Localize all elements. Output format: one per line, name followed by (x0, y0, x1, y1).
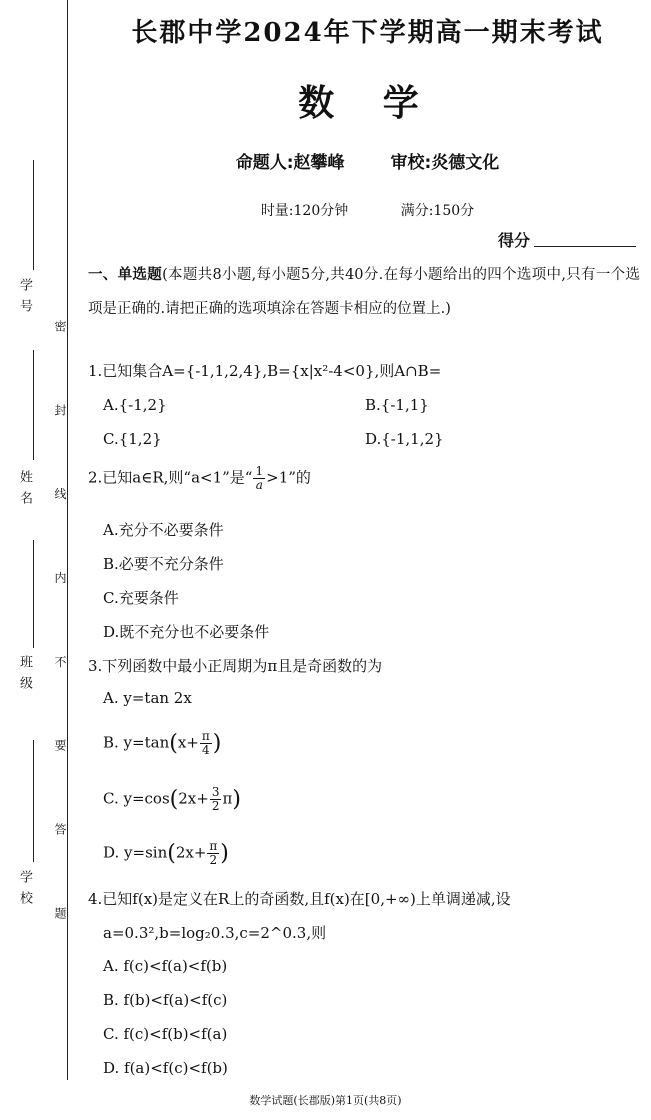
q1-option-a: A.{-1,2} (103, 396, 167, 414)
q3-option-d: D. y=sin(2x+ $\frac{\pi}{2}$ ) (103, 839, 229, 867)
q3-option-b: B. y=tan(x+ $\frac{\pi}{4}$ ) (103, 729, 222, 757)
q3-b-num: π (201, 729, 210, 743)
seal-warning: 密 封 线 内 不 要 答 题 (53, 320, 67, 953)
q2-option-b: B.必要不充分条件 (103, 555, 224, 573)
page-footer: 数学试题(长郡版)第1页(共8页) (249, 1094, 402, 1107)
q3-d-pre: D. y=sin (103, 843, 168, 862)
section-heading: 一、单选题 (88, 267, 163, 283)
q1-option-d: D.{-1,1,2} (365, 430, 444, 448)
q1-stem: 1.已知集合A={-1,1,2,4},B={x|x²-4<0},则A∩B= (88, 362, 442, 380)
q4-option-d: D. f(a)<f(c)<f(b) (103, 1059, 228, 1077)
q2-stem (88, 465, 311, 492)
school-label: 学 校 (17, 870, 32, 907)
q2-frac-den: a (255, 478, 263, 492)
q3-d-num: π (209, 839, 218, 853)
q3-option-a: A. y=tan 2x (103, 689, 192, 707)
q4-stem-line2: a=0.3²,b=log₂0.3,c=2^0.3,则 (103, 924, 327, 942)
q3-b-fraction (200, 730, 212, 757)
q2-stem-pre: 2.已知a∈R,则“a<1”是“ (88, 468, 253, 487)
school-blank (33, 740, 34, 862)
q4-option-c: C. f(c)<f(b)<f(a) (103, 1025, 228, 1043)
q3-c-post: π (222, 789, 233, 808)
student-id-blank (33, 160, 34, 270)
q2-option-c: C.充要条件 (103, 589, 179, 607)
q3-c-den: 2 (211, 799, 220, 813)
q4-option-b: B. f(b)<f(a)<f(c) (103, 991, 228, 1009)
q1-option-c: C.{1,2} (103, 430, 162, 448)
q3-b-pre: B. y=tan (103, 733, 170, 752)
q2-option-a: A.充分不必要条件 (103, 521, 224, 539)
q3-d-inner: 2x+ (175, 843, 207, 862)
q3-c-num: 3 (211, 785, 220, 799)
time-info (90, 200, 645, 220)
q2-stem-post: >1”的 (266, 468, 311, 487)
q3-c-pre: C. y=cos (103, 789, 170, 808)
q3-c-inner: 2x+ (178, 789, 209, 808)
q3-b-inner: x+ (177, 733, 199, 752)
reviewer: 审校:炎德文化 (390, 153, 500, 173)
binding-line (67, 0, 68, 1080)
score-blank[interactable] (534, 246, 636, 247)
subject-title: 数 学 (298, 82, 437, 124)
author: 命题人:赵攀峰 (235, 153, 345, 173)
section-instructions (88, 258, 640, 326)
q3-stem: 3.下列函数中最小正周期为π且是奇函数的为 (88, 657, 383, 675)
authors-line (90, 148, 645, 173)
q3-b-den: 4 (201, 743, 210, 757)
section-text: (本题共8小题,每小题5分,共40分.在每小题给出的四个选项中,只有一个选项是正确的.请把正确的选项填涂在答题卡相应的位置上.) (88, 267, 640, 317)
q2-frac-num: 1 (255, 464, 264, 478)
q2-fraction (253, 465, 265, 492)
time-limit: 时量:120分钟 (260, 203, 349, 219)
q2-option-d: D.既不充分也不必要条件 (103, 623, 270, 641)
q1-option-b: B.{-1,1} (365, 396, 429, 414)
name-label: 姓 名 (17, 470, 32, 507)
q4-stem-line1: 4.已知f(x)是定义在R上的奇函数,且f(x)在[0,+∞)上单调递减,设 (88, 890, 511, 908)
full-score: 满分:150分 (400, 203, 475, 219)
q3-option-c: C. y=cos(2x+ $\frac{3}{2}$ π) (103, 785, 241, 813)
q3-d-den: 2 (209, 853, 218, 867)
exam-title: 长郡中学2024年下学期高一期末考试 (131, 18, 604, 48)
score-label: 得分 (498, 231, 531, 250)
q3-d-fraction (207, 840, 219, 867)
q4-option-a: A. f(c)<f(a)<f(b) (103, 957, 228, 975)
class-blank (33, 540, 34, 648)
class-label: 班 级 (17, 655, 32, 692)
q3-c-fraction (210, 786, 222, 813)
student-id-label: 学 号 (17, 278, 32, 315)
name-blank (33, 350, 34, 460)
